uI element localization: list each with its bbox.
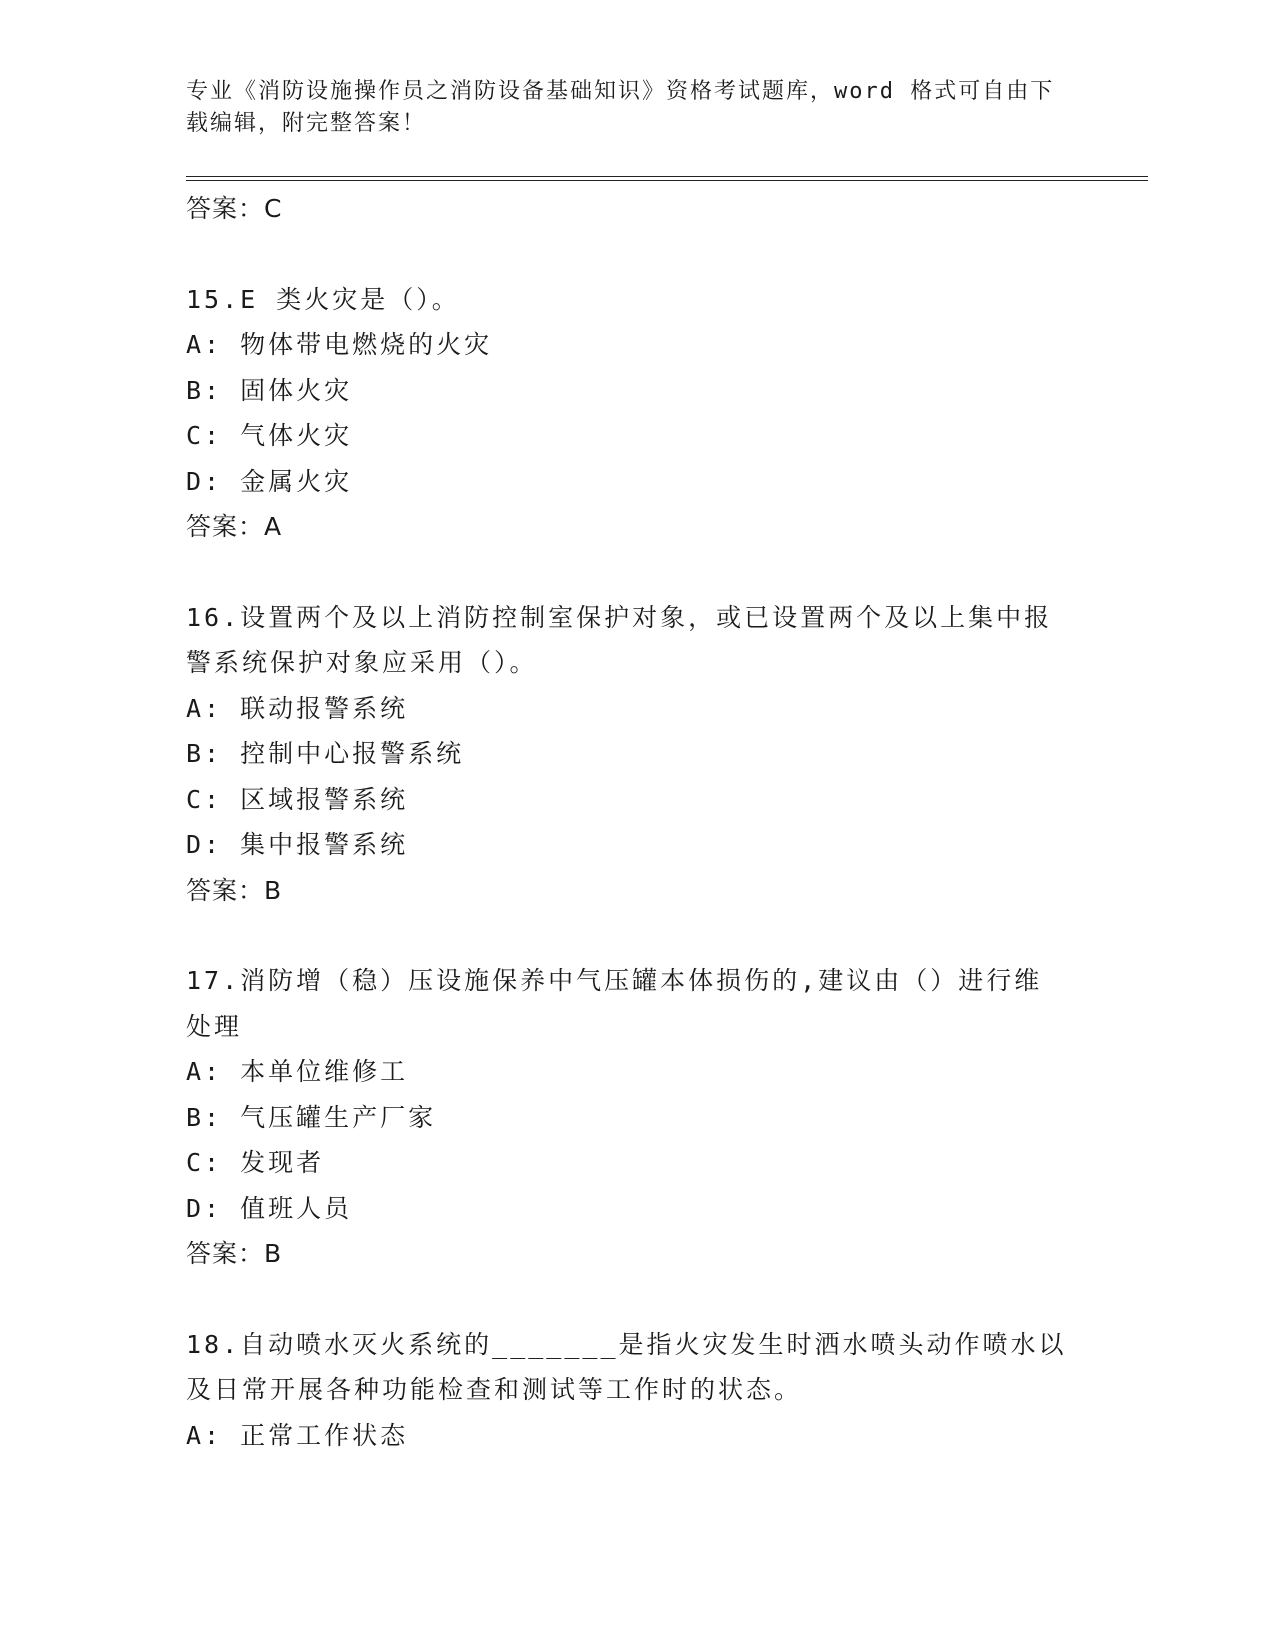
- option-b: B: 气压罐生产厂家: [186, 1102, 437, 1132]
- option-a: A: 物体带电燃烧的火灾: [186, 330, 493, 359]
- question-stem-continued: 及日常开展各种功能检查和测试等工作时的状态。: [186, 1375, 803, 1404]
- question-stem-continued: 警系统保护对象应采用（）。: [186, 648, 538, 677]
- spacer: [186, 913, 1086, 958]
- question-block: [186, 1322, 1086, 1459]
- question-stem: 17.消防增（稳）压设施保养中气压罐本体损伤的,建议由（）进行维: [186, 966, 1043, 995]
- question-stem: 18.自动喷水灭火系统的_______是指火灾发生时洒水喷头动作喷水以: [186, 1329, 1067, 1359]
- spacer: [186, 550, 1086, 595]
- spacer: [186, 232, 1086, 277]
- header-line-1: 专业《消防设施操作员之消防设备基础知识》资格考试题库，word 格式可自由下: [186, 79, 1055, 104]
- header-line-2: 载编辑，附完整答案！: [186, 111, 427, 136]
- option-c: C: 区域报警系统: [186, 784, 409, 814]
- option-d: D: 值班人员: [186, 1193, 353, 1223]
- question-block: [186, 277, 1086, 550]
- question-block: [186, 595, 1086, 914]
- document-page: [186, 0, 1146, 1650]
- option-d: D: 金属火灾: [186, 466, 353, 496]
- answer-line: 答案：B: [186, 875, 283, 905]
- option-b: B: 控制中心报警系统: [186, 739, 465, 768]
- question-block: [186, 958, 1086, 1277]
- document-header: [186, 76, 1066, 140]
- option-c: C: 气体火灾: [186, 421, 353, 450]
- option-a: A: 正常工作状态: [186, 1420, 409, 1450]
- answer-line: 答案：C: [186, 194, 283, 223]
- option-a: A: 联动报警系统: [186, 693, 409, 723]
- question-stem: 15.E 类火灾是（）。: [186, 284, 460, 314]
- header-divider: [186, 176, 1148, 181]
- answer-line: 答案：B: [186, 1239, 283, 1268]
- option-a: A: 本单位维修工: [186, 1057, 409, 1086]
- option-b: B: 固体火灾: [186, 375, 353, 405]
- spacer: [186, 1277, 1086, 1322]
- option-c: C: 发现者: [186, 1148, 325, 1177]
- answer-line: 答案：A: [186, 512, 283, 541]
- question-stem-continued: 处理: [186, 1011, 243, 1041]
- option-d: D: 集中报警系统: [186, 830, 409, 859]
- question-stem: 16.设置两个及以上消防控制室保护对象，或已设置两个及以上集中报: [186, 602, 1053, 632]
- question-list: [186, 186, 1086, 1458]
